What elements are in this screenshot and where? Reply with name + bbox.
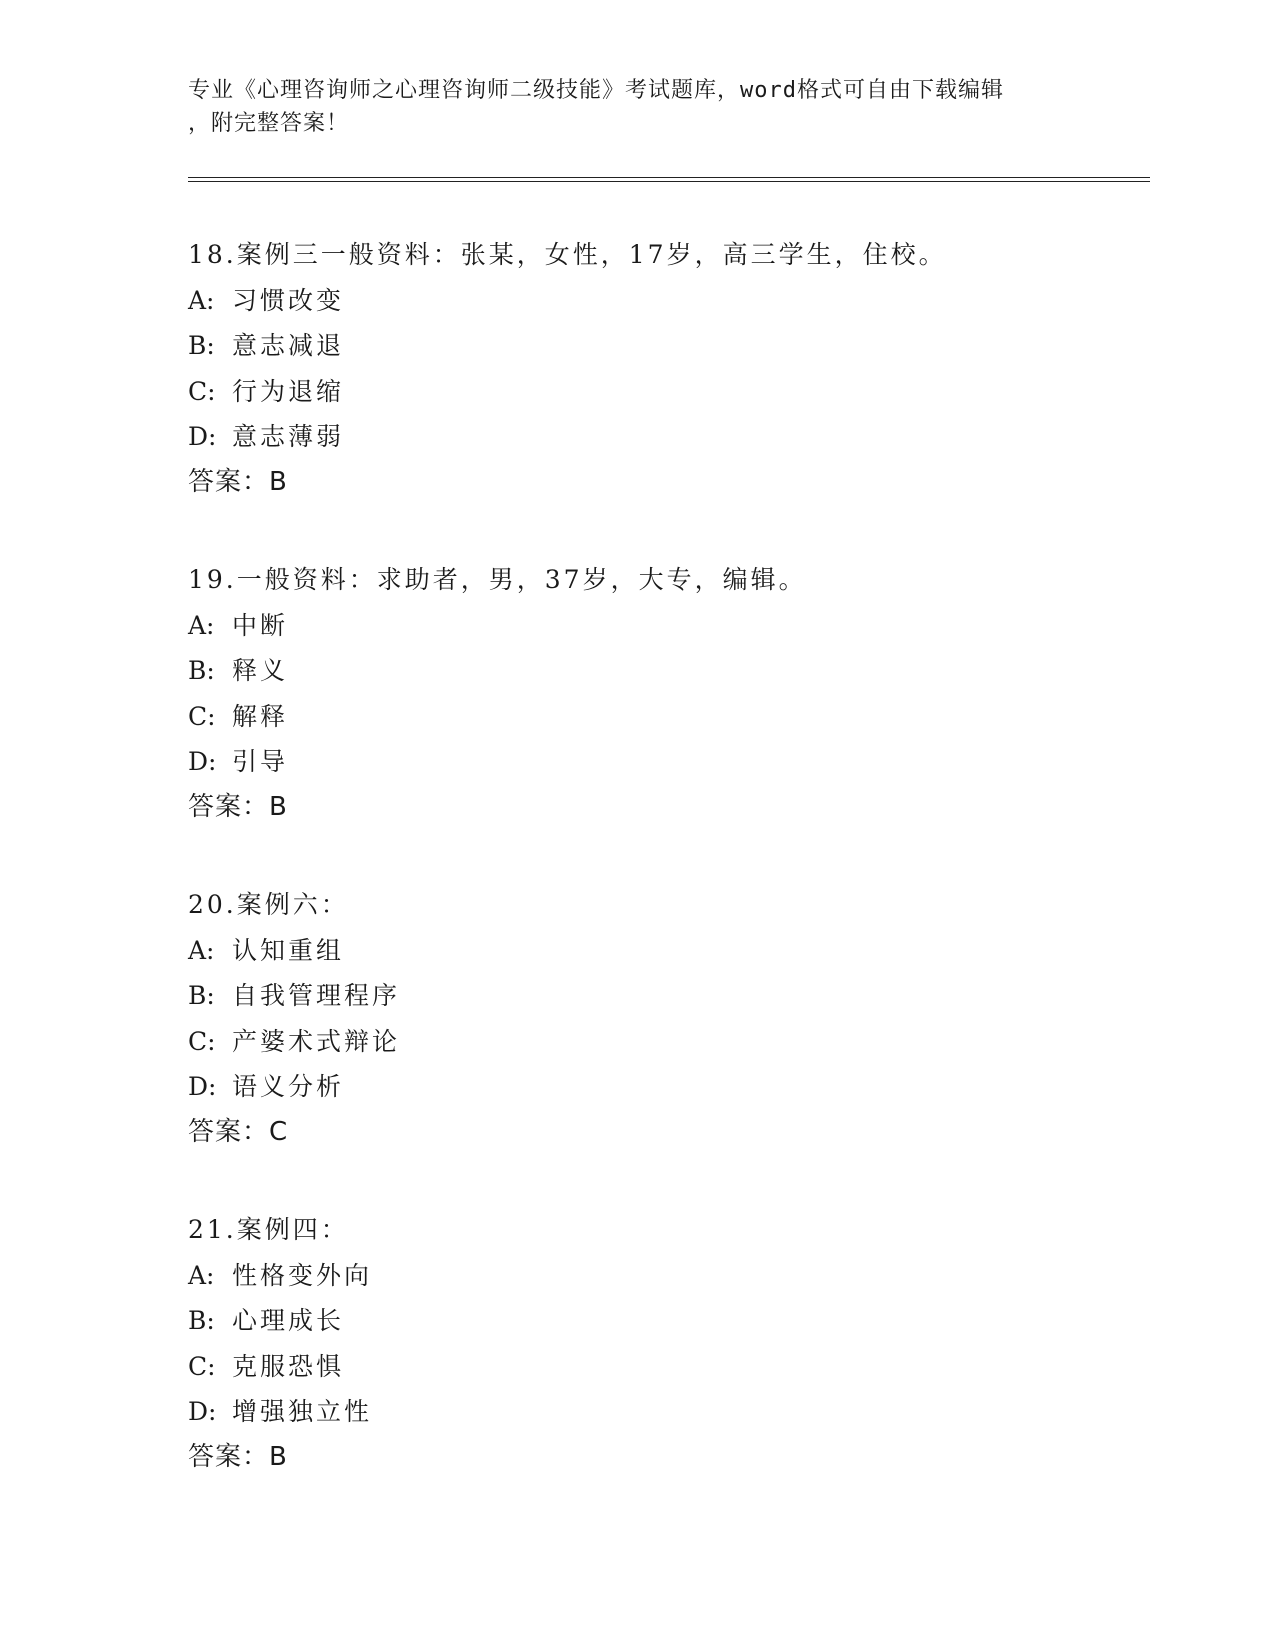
option-letter: A: [188, 610, 215, 640]
question-20 [188, 882, 1148, 1155]
option-letter: B: [188, 981, 215, 1010]
option-text: 心理成长 [232, 1306, 345, 1335]
answer-line: 答案：B [188, 791, 288, 822]
option-letter: B: [188, 331, 215, 360]
question-stem: 21.案例四： [188, 1215, 349, 1244]
option-a [188, 278, 1148, 324]
option-letter: B: [188, 656, 215, 685]
option-letter: A: [188, 285, 215, 315]
question-stem: 18.案例三一般资料：张某，女性，17岁，高三学生，住校。 [188, 240, 947, 269]
option-c [188, 694, 1148, 740]
option-text: 引导 [232, 747, 289, 776]
option-text: 产婆术式辩论 [232, 1026, 401, 1056]
document-header [188, 74, 1088, 140]
option-d [188, 1064, 1148, 1110]
option-letter: D: [188, 747, 217, 776]
option-c [188, 1344, 1148, 1390]
option-a [188, 1253, 1148, 1299]
option-letter: B: [188, 1306, 215, 1335]
question-18 [188, 232, 1148, 505]
option-text: 语义分析 [232, 1072, 345, 1101]
option-d [188, 739, 1148, 785]
option-letter: C: [188, 701, 216, 731]
option-text: 性格变外向 [232, 1260, 373, 1290]
option-b [188, 973, 1148, 1019]
option-text: 习惯改变 [232, 285, 345, 315]
option-c [188, 369, 1148, 415]
answer-line: 答案：B [188, 1441, 288, 1472]
option-text: 中断 [232, 610, 289, 640]
option-a [188, 603, 1148, 649]
option-text: 解释 [232, 701, 289, 731]
option-b [188, 323, 1148, 369]
option-letter: A: [188, 1260, 215, 1290]
option-b [188, 1298, 1148, 1344]
option-text: 意志减退 [232, 331, 345, 360]
option-text: 认知重组 [232, 935, 345, 965]
option-text: 意志薄弱 [232, 422, 345, 451]
option-letter: D: [188, 1397, 217, 1426]
question-stem: 20.案例六： [188, 890, 349, 919]
option-a [188, 928, 1148, 974]
header-divider-bottom [188, 181, 1150, 182]
option-text: 增强独立性 [232, 1397, 373, 1426]
answer-line: 答案：C [188, 1116, 289, 1147]
option-letter: C: [188, 1351, 216, 1381]
header-divider-top [188, 177, 1150, 178]
header-line-2: ，附完整答案！ [188, 111, 350, 136]
option-letter: D: [188, 1072, 217, 1101]
question-stem: 19.一般资料：求助者，男，37岁，大专，编辑。 [188, 565, 807, 594]
option-c [188, 1019, 1148, 1065]
option-letter: C: [188, 1026, 216, 1056]
header-line-1: 专业《心理咨询师之心理咨询师二级技能》考试题库，word格式可自由下载编辑 [188, 78, 1004, 103]
option-text: 克服恐惧 [232, 1351, 345, 1381]
option-text: 行为退缩 [232, 376, 345, 406]
question-19 [188, 557, 1148, 830]
option-text: 自我管理程序 [232, 981, 401, 1010]
option-d [188, 414, 1148, 460]
answer-line: 答案：B [188, 466, 288, 497]
option-letter: D: [188, 422, 217, 451]
question-21 [188, 1207, 1148, 1480]
option-b [188, 648, 1148, 694]
question-list [188, 232, 1148, 1532]
option-text: 释义 [232, 656, 289, 685]
option-d [188, 1389, 1148, 1435]
option-letter: A: [188, 935, 215, 965]
option-letter: C: [188, 376, 216, 406]
